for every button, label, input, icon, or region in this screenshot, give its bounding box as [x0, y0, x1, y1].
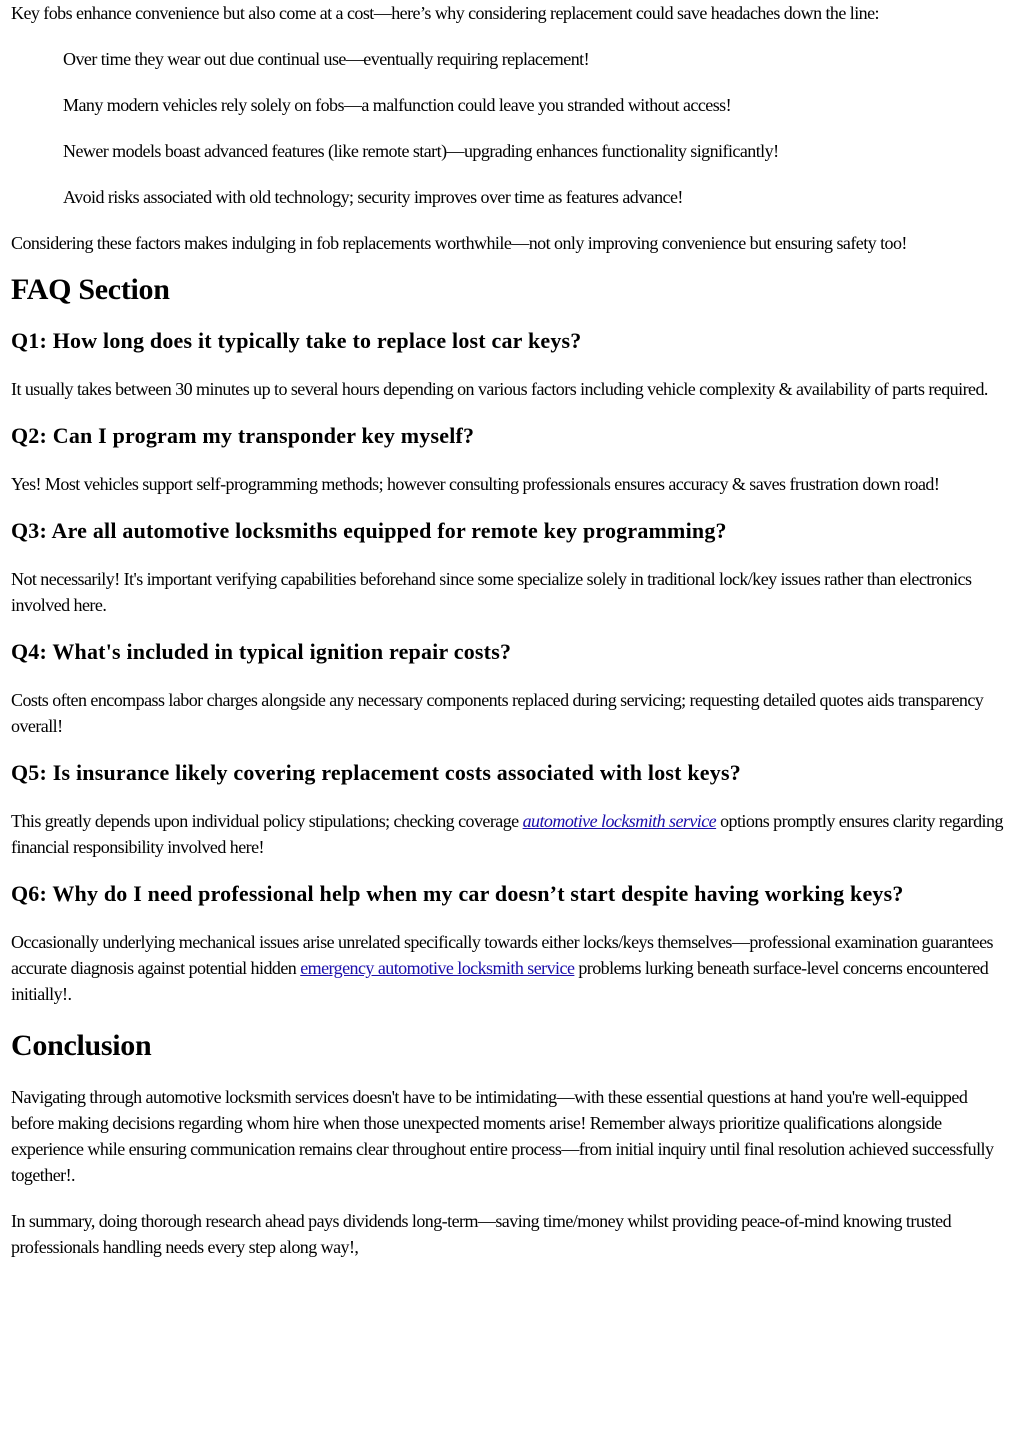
answer-text: This greatly depends upon individual policy stipulations; checking coverage: [11, 811, 523, 831]
faq-heading: FAQ Section: [11, 273, 170, 306]
faq-answer: Not necessarily! It's important verifying capabilities beforehand since some specialize solely in traditional lock/key issues rather than electronics involved here.: [11, 569, 972, 615]
faq-answer: Yes! Most vehicles support self-programming methods; however consulting professionals ensures accuracy & saves frustration down road!: [11, 474, 940, 494]
faq-item-q4: [11, 639, 1013, 739]
conclusion-paragraph: Navigating through automotive locksmith services doesn't have to be intimidating—with these essential questions at hand you're well-equipped before making decisions regarding whom hire when those unexpected moments arise! Remember always prioritize qualifications alongside experience while ensuring communication remains clear throughout entire process—from initial inquiry until final resolution achieved successfully together!.: [11, 1087, 994, 1185]
closing-paragraph: Considering these factors makes indulging in fob replacements worthwhile—not only improving convenience but ensuring safety too!: [11, 233, 907, 253]
list-item: Newer models boast advanced features (like remote start)—upgrading enhances functionality significantly!: [63, 141, 779, 161]
list-item: Many modern vehicles rely solely on fobs—a malfunction could leave you stranded without access!: [63, 95, 732, 115]
faq-item-q5: [11, 760, 1013, 860]
automotive-locksmith-service-link[interactable]: automotive locksmith service: [522, 811, 717, 831]
faq-question: Q1: How long does it typically take to replace lost car keys?: [11, 328, 582, 353]
faq-question: Q3: Are all automotive locksmiths equipped for remote key programming?: [11, 518, 727, 543]
list-item: Over time they wear out due continual use—eventually requiring replacement!: [63, 49, 590, 69]
faq-item-q1: [11, 328, 1013, 402]
faq-question: Q6: Why do I need professional help when my car doesn’t start despite having working keys?: [11, 881, 904, 906]
answer-text: problems lurking beneath surface-level concerns encountered initially!.: [11, 958, 989, 1004]
faq-answer: It usually takes between 30 minutes up to several hours depending on various factors including vehicle complexity & availability of parts required.: [11, 379, 988, 399]
faq-answer: Costs often encompass labor charges alongside any necessary components replaced during servicing; requesting detailed quotes aids transparency overall!: [11, 690, 984, 736]
faq-item-q6: [11, 881, 1013, 1007]
faq-item-q3: [11, 518, 1013, 618]
faq-question: Q2: Can I program my transponder key myself?: [11, 423, 475, 448]
faq-item-q2: [11, 423, 1013, 497]
conclusion-paragraph: In summary, doing thorough research ahead pays dividends long-term—saving time/money whilst providing peace-of-mind knowing trusted professionals handling needs every step along way!,: [11, 1211, 952, 1257]
faq-question: Q5: Is insurance likely covering replacement costs associated with lost keys?: [11, 760, 741, 785]
conclusion-section: [11, 1084, 1013, 1260]
fob-reasons-list: [11, 46, 1013, 210]
faq-answer: [11, 929, 1013, 1007]
faq-question: Q4: What's included in typical ignition repair costs?: [11, 639, 512, 664]
conclusion-heading: Conclusion: [11, 1029, 152, 1062]
list-item: Avoid risks associated with old technology; security improves over time as features advance!: [63, 187, 683, 207]
faq-answer: [11, 808, 1013, 860]
answer-text: options promptly ensures clarity regarding financial responsibility involved here!: [11, 811, 1003, 857]
answer-text: Occasionally underlying mechanical issues arise unrelated specifically towards either locks/keys themselves—professional examination guarantees accurate diagnosis against potential hidden: [11, 932, 993, 978]
intro-paragraph: Key fobs enhance convenience but also come at a cost—here’s why considering replacement could save headaches down the line:: [11, 3, 879, 23]
emergency-automotive-locksmith-service-link[interactable]: emergency automotive locksmith service: [300, 958, 575, 978]
